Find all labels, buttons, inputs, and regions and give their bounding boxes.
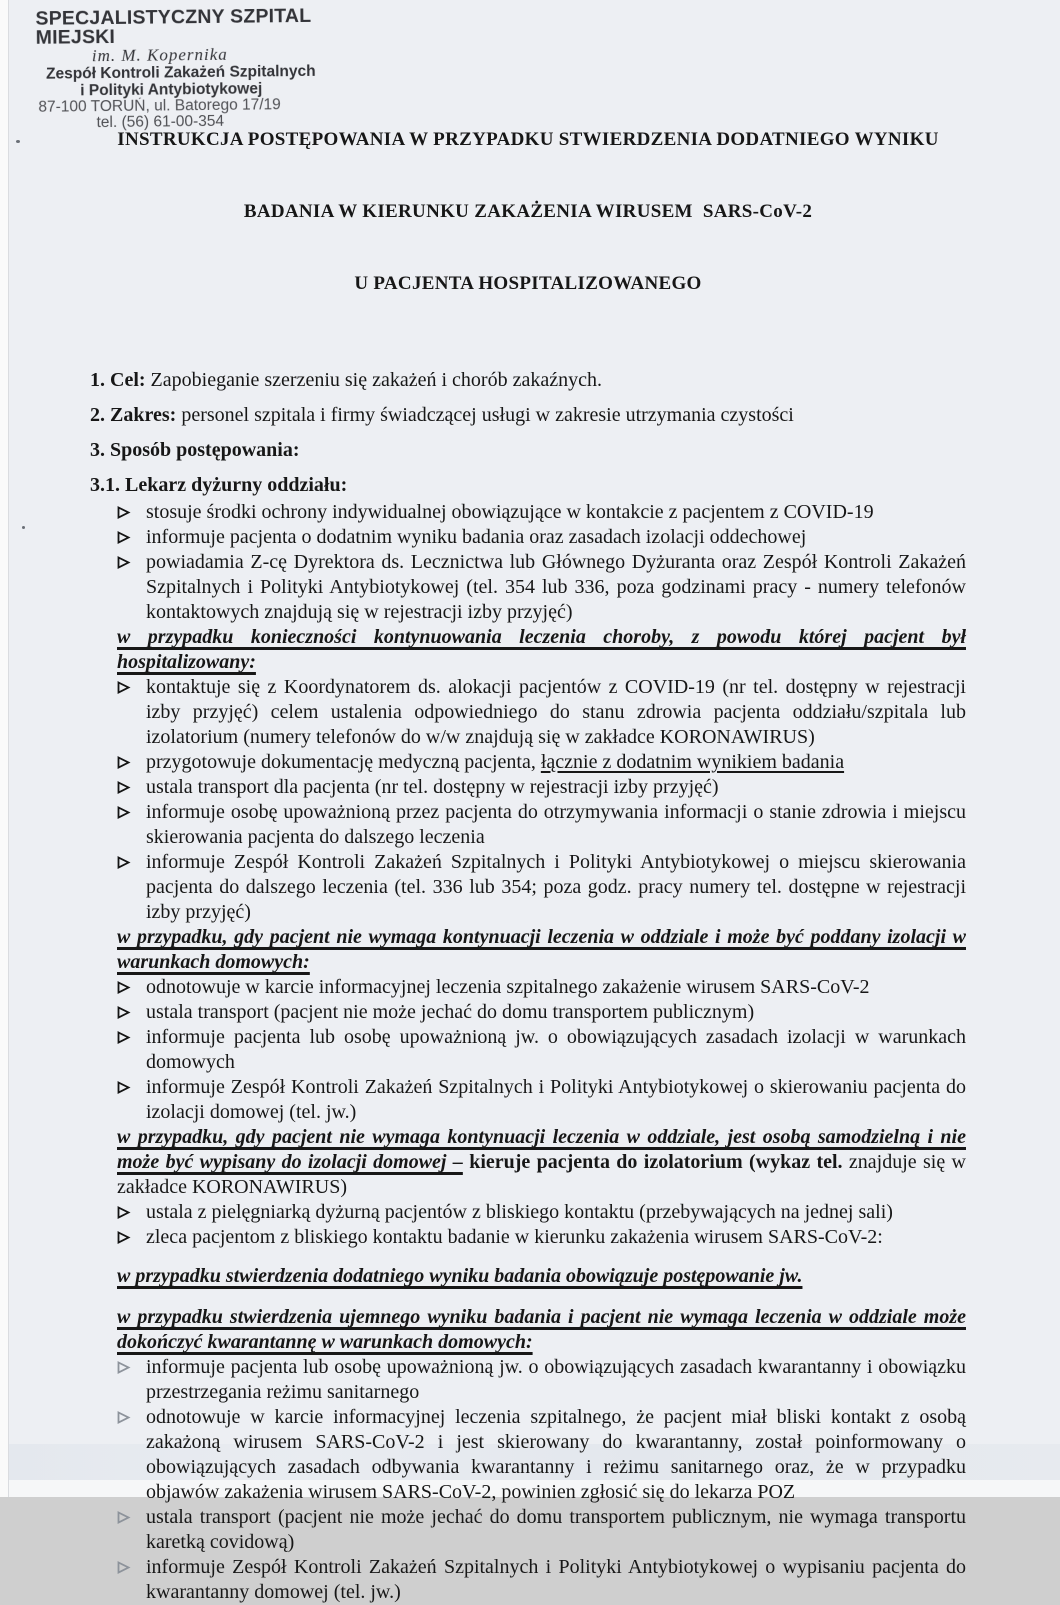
- list-item: [117, 1555, 966, 1605]
- list-item-text: odnotowuje w karcie informacyjnej leczenia szpitalnego zakażenie wirusem SARS-CoV-2: [146, 976, 870, 998]
- document-body: [90, 80, 966, 1605]
- arrowhead-right-icon: [117, 1000, 146, 1019]
- list-item-text: informuje Zespół Kontroli Zakażeń Szpitalnych i Polityki Antybiotykowej o skierowaniu pacjenta do izolacji domowej (tel. jw.): [146, 1076, 966, 1123]
- case-header-ujemny-wynik: [117, 1305, 966, 1355]
- arrowhead-right-icon: [117, 1555, 146, 1574]
- list-item: [117, 1405, 966, 1505]
- list-item: [117, 775, 966, 800]
- numbered-item-2-label: 2. Zakres:: [90, 404, 177, 426]
- list-item-text-plain: przygotowuje dokumentację medyczną pacjenta,: [146, 751, 541, 773]
- document-title-line-2: BADANIA W KIERUNKU ZAKAŻENIA WIRUSEM SARS-CoV-2: [243, 201, 813, 222]
- arrowhead-right-icon: [117, 800, 146, 819]
- case-header-text: w przypadku konieczności kontynuowania leczenia choroby, z powodu której pacjent był hospitalizowany:: [117, 626, 966, 673]
- list-item: [117, 1025, 966, 1075]
- arrowhead-right-icon: [117, 500, 146, 519]
- list-item-text: informuje Zespół Kontroli Zakażeń Szpitalnych i Polityki Antybiotykowej o wypisaniu pacjenta do kwarantanny domowej (tel. jw.): [146, 1556, 966, 1603]
- numbered-item-3-1-label: 3.1. Lekarz dyżurny oddziału:: [90, 474, 348, 496]
- hospital-stamp: [35, 6, 376, 132]
- stamp-patron-name: im. M. Kopernika: [91, 44, 228, 66]
- arrowhead-right-icon: [117, 1355, 146, 1374]
- list-item-text: powiadamia Z-cę Dyrektora ds. Lecznictwa lub Głównego Dyżuranta oraz Zespół Kontroli Zakażeń Szpitalnych i Polityki Antybiotykowej (tel. 354 lub 336, poza godzinami pracy - numery telefonów kontaktowych znajdują się w rejestracji izby przyjęć): [146, 551, 966, 623]
- list-item-text: informuje Zespół Kontroli Zakażeń Szpitalnych i Polityki Antybiotykowej o miejscu skierowania pacjenta do dalszego leczenia (tel. 336 lub 354; poza godz. pracy numery tel. dostępne w rejestracji izby przyjęć): [146, 851, 966, 923]
- stamp-unit-name-line2: i Polityki Antybiotykowej: [80, 80, 263, 100]
- list-item-text: stosuje środki ochrony indywidualnej obowiązujące w kontakcie z pacjentem z COVID-19: [146, 501, 874, 523]
- case-header-text-bold: kieruje pacjenta do izolatorium: [462, 1151, 749, 1173]
- numbered-item-3-label: 3. Sposób postępowania:: [90, 439, 300, 461]
- list-item: [117, 675, 966, 750]
- stamp-unit-name-line1: Zespół Kontroli Zakażeń Szpitalnych: [45, 62, 316, 83]
- list-item-text: zleca pacjentom z bliskiego kontaktu badanie w kierunku zakażenia wirusem SARS-CoV-2:: [146, 1226, 883, 1248]
- list-item-text: [146, 750, 966, 775]
- case-header-text: w przypadku, gdy pacjent nie wymaga kontynuacji leczenia w oddziale i może być poddany izolacji w warunkach domowych:: [117, 926, 966, 973]
- stamp-address: 87-100 TORUŃ, ul. Batorego 17/19: [38, 96, 281, 116]
- case-header-text-bold: (wykaz tel.: [749, 1151, 843, 1173]
- arrowhead-right-icon: [117, 525, 146, 544]
- arrowhead-right-icon: [117, 1200, 146, 1219]
- section-lekarz-dyzurny: [117, 500, 966, 1605]
- arrowhead-right-icon: [117, 750, 146, 769]
- case-header-text-regular: znajduje się w zakładce KORONAWIRUS): [117, 1151, 966, 1198]
- case-header-izolatorium: [117, 1125, 966, 1200]
- list-item: [117, 850, 966, 925]
- list-item-text-underlined: łącznie z dodatnim wynikiem badania: [540, 751, 845, 773]
- list-item-text: informuje osobę upoważnioną przez pacjenta do otrzymywania informacji o stanie zdrowia i miejscu skierowania pacjenta do dalszego leczenia: [146, 801, 966, 848]
- list-item-text: kontaktuje się z Koordynatorem ds. alokacji pacjentów z COVID-19 (nr tel. dostępny w rejestracji izby przyjęć) celem ustalenia odpowiedniego do stanu zdrowia pacjenta oddziału/szpitala lub izolatorium (numery telefonów do w/w znajdują się w zakładce KORONAWIRUS): [146, 676, 966, 748]
- scan-page-edge: [0, 0, 9, 1497]
- list-item-text: ustala z pielęgniarką dyżurną pacjentów z bliskiego kontaktu (przebywających na jednej sali): [146, 1201, 893, 1223]
- arrowhead-right-icon: [117, 1505, 146, 1524]
- list-item-text: informuje pacjenta lub osobę upoważnioną jw. o obowiązujących zasadach izolacji w warunkach domowych: [146, 1026, 966, 1073]
- numbered-item-1-text: Zapobieganie szerzeniu się zakażeń i chorób zakaźnych.: [145, 369, 602, 391]
- case-header-kontynuacja-leczenia: [117, 625, 966, 675]
- list-item: [117, 800, 966, 850]
- arrowhead-right-icon: [117, 550, 146, 569]
- arrowhead-right-icon: [117, 775, 146, 794]
- numbered-item-2-text: personel szpitala i firmy świadczącej usługi w zakresie utrzymania czystości: [176, 404, 794, 426]
- case-header-text: w przypadku stwierdzenia dodatniego wyniku badania obowiązuje postępowanie jw.: [117, 1265, 803, 1287]
- numbered-item-1-label: 1. Cel:: [90, 369, 146, 391]
- stamp-hospital-name: SPECJALISTYCZNY SZPITAL MIEJSKI: [35, 4, 312, 49]
- arrowhead-right-icon: [117, 1025, 146, 1044]
- list-item: [117, 975, 966, 1000]
- list-item: [117, 1225, 966, 1250]
- list-item: [117, 1505, 966, 1555]
- case-header-dodatni-wynik: [117, 1264, 966, 1289]
- list-item: [117, 1355, 966, 1405]
- case-header-text: w przypadku stwierdzenia ujemnego wyniku badania i pacjent nie wymaga leczenia w oddziale może dokończyć kwarantannę w warunkach domowych:: [117, 1306, 966, 1353]
- scan-speck: [16, 140, 20, 143]
- arrowhead-right-icon: [117, 1225, 146, 1244]
- scan-speck: [22, 526, 25, 529]
- list-item-text: informuje pacjenta lub osobę upoważnioną jw. o obowiązujących zasadach kwarantanny i obowiązku przestrzegania reżimu sanitarnego: [146, 1356, 966, 1403]
- arrowhead-right-icon: [117, 1405, 146, 1424]
- stamp-phone: tel. (56) 61-00-354: [96, 112, 225, 132]
- document-title-line-1: INSTRUKCJA POSTĘPOWANIA W PRZYPADKU STWIERDZENIA DODATNIEGO WYNIKU: [117, 129, 939, 150]
- arrowhead-right-icon: [117, 1075, 146, 1094]
- list-item: [117, 750, 966, 775]
- arrowhead-right-icon: [117, 975, 146, 994]
- list-item-text: ustala transport dla pacjenta (nr tel. dostępny w rejestracji izby przyjęć): [146, 776, 719, 798]
- list-item: [117, 525, 966, 550]
- list-item-text: informuje pacjenta o dodatnim wyniku badania oraz zasadach izolacji oddechowej: [146, 526, 807, 548]
- list-item: [117, 550, 966, 625]
- list-item: [117, 500, 966, 525]
- document-title-line-3: U PACJENTA HOSPITALIZOWANEGO: [354, 273, 702, 294]
- list-item-text: odnotowuje w karcie informacyjnej leczenia szpitalnego, że pacjent miał bliski kontakt z osobą zakażoną wirusem SARS-CoV-2 i jest skierowany do kwarantanny, został poinformowany o obowiązujących zasadach odbywania kwarantanny i reżimu sanitarnego oraz, że w przypadku objawów zakażenia wirusem SARS-CoV-2, powinien zgłosić się do lekarza POZ: [146, 1406, 966, 1503]
- numbered-item-1-cel: [90, 368, 966, 393]
- list-item-text: ustala transport (pacjent nie może jechać do domu transportem publicznym, nie wymaga transportu karetką covidową): [146, 1506, 966, 1553]
- arrowhead-right-icon: [117, 850, 146, 869]
- numbered-item-3-sposob: [90, 438, 966, 463]
- list-item: [117, 1000, 966, 1025]
- case-header-izolacja-domowa: [117, 925, 966, 975]
- list-item: [117, 1075, 966, 1125]
- list-item: [117, 1200, 966, 1225]
- arrowhead-right-icon: [117, 675, 146, 694]
- numbered-item-3-1-lekarz: [90, 473, 966, 498]
- case-header-text-underlined: w przypadku, gdy pacjent nie wymaga kontynuacji leczenia w oddziale, jest osobą samodzielną i nie może być wypisany do izolacji domowej –: [117, 1126, 966, 1173]
- numbered-item-2-zakres: [90, 403, 966, 428]
- list-item-text: ustala transport (pacjent nie może jechać do domu transportem publicznym): [146, 1001, 755, 1023]
